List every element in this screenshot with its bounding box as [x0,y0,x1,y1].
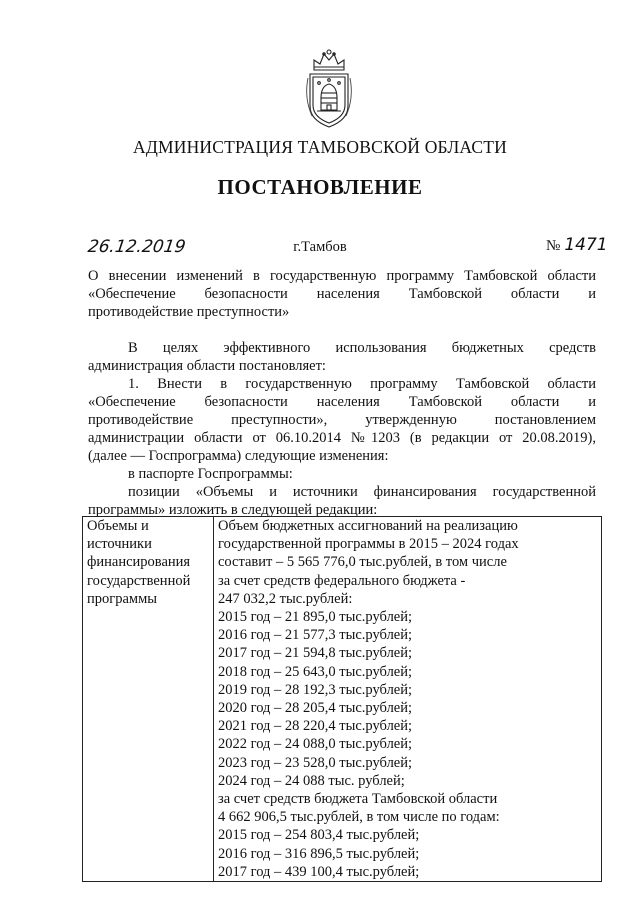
number-label: № [546,238,561,254]
body-line: администрации области от 06.10.2014 №1203 (в редакции от 20.08.2019), [88,430,596,446]
cell-line: 2023 год – 23 528,0 тыс.рублей; [218,754,413,771]
subject-line: «Обеспечение безопасности населения Тамбовской области и [88,286,596,302]
cell-line: 2015 год – 21 895,0 тыс.рублей; [218,609,413,626]
cell-line: финансирования [87,554,191,571]
body-line: администрация области постановляет: [88,358,326,374]
cell-line: 247 032,2 тыс.рублей: [218,590,353,607]
cell-line: Объем бюджетных ассигнований на реализацию [218,518,518,534]
cell-line: 2017 год – 439 100,4 тыс.рублей; [218,863,420,880]
body-line: 1. Внести в государственную программу Тамбовской области [128,376,596,392]
cell-line: 2020 год – 28 205,4 тыс.рублей; [218,700,413,717]
cell-line: государственной [87,572,191,589]
cell-line: 2016 год – 316 896,5 тыс.рублей; [218,845,420,862]
cell-line: 2019 год – 28 192,3 тыс.рублей; [218,681,413,698]
handwritten-number: 1471 [564,235,608,255]
cell-line: 2015 год – 254 803,4 тыс.рублей; [218,827,420,844]
table-row [83,517,602,882]
handwritten-date: 26.12.2019 [86,237,187,257]
organization-name: АДМИНИСТРАЦИЯ ТАМБОВСКОЙ ОБЛАСТИ [133,137,507,157]
cell-line: 2024 год – 24 088 тыс. рублей; [218,772,405,789]
cell-line: программы [87,590,157,607]
coat-of-arms-emblem [300,48,358,130]
body-line: в паспорте Госпрограммы: [128,466,293,482]
subject-line: О внесении изменений в государственную программу Тамбовской области [88,268,596,284]
body-line: (далее — Госпрограмма) следующие изменения: [88,448,389,464]
document-number [546,235,608,255]
document-body [88,339,596,519]
cell-line: 4 662 906,5 тыс.рублей, в том числе по годам: [218,809,500,826]
cell-line: Объемы и [87,518,149,534]
cell-line: 2022 год – 24 088,0 тыс.рублей; [218,736,413,753]
cell-line: государственной программы в 2015 – 2024 годах [218,536,519,553]
table-cell-label [83,517,214,882]
financing-table [82,516,602,882]
subject-line: противодействие преступности» [88,304,290,320]
cell-line: источники [87,536,152,553]
body-line: В целях эффективного использования бюджетных средств [128,340,596,356]
cell-line: составит – 5 565 776,0 тыс.рублей, в том числе [218,554,507,571]
cell-line: за счет средств федерального бюджета - [218,572,466,589]
document-type-title: ПОСТАНОВЛЕНИЕ [217,175,423,199]
cell-line: 2017 год – 21 594,8 тыс.рублей; [218,645,413,662]
cell-line: за счет средств бюджета Тамбовской области [218,791,498,808]
cell-line: 2016 год – 21 577,3 тыс.рублей; [218,627,413,644]
document-subject [88,267,596,321]
city-name: г.Тамбов [293,239,347,255]
body-line: программы» изложить в следующей редакции: [88,502,378,518]
cell-line: 2021 год – 28 220,4 тыс.рублей; [218,718,413,735]
body-line: противодействие преступности», утвержденную постановлением [88,412,596,428]
cell-line: 2018 год – 25 643,0 тыс.рублей; [218,663,413,680]
body-line: «Обеспечение безопасности населения Тамбовской области и [88,394,596,410]
body-line: позиции «Объемы и источники финансирования государственной [128,484,596,500]
table-cell-content [214,517,602,882]
